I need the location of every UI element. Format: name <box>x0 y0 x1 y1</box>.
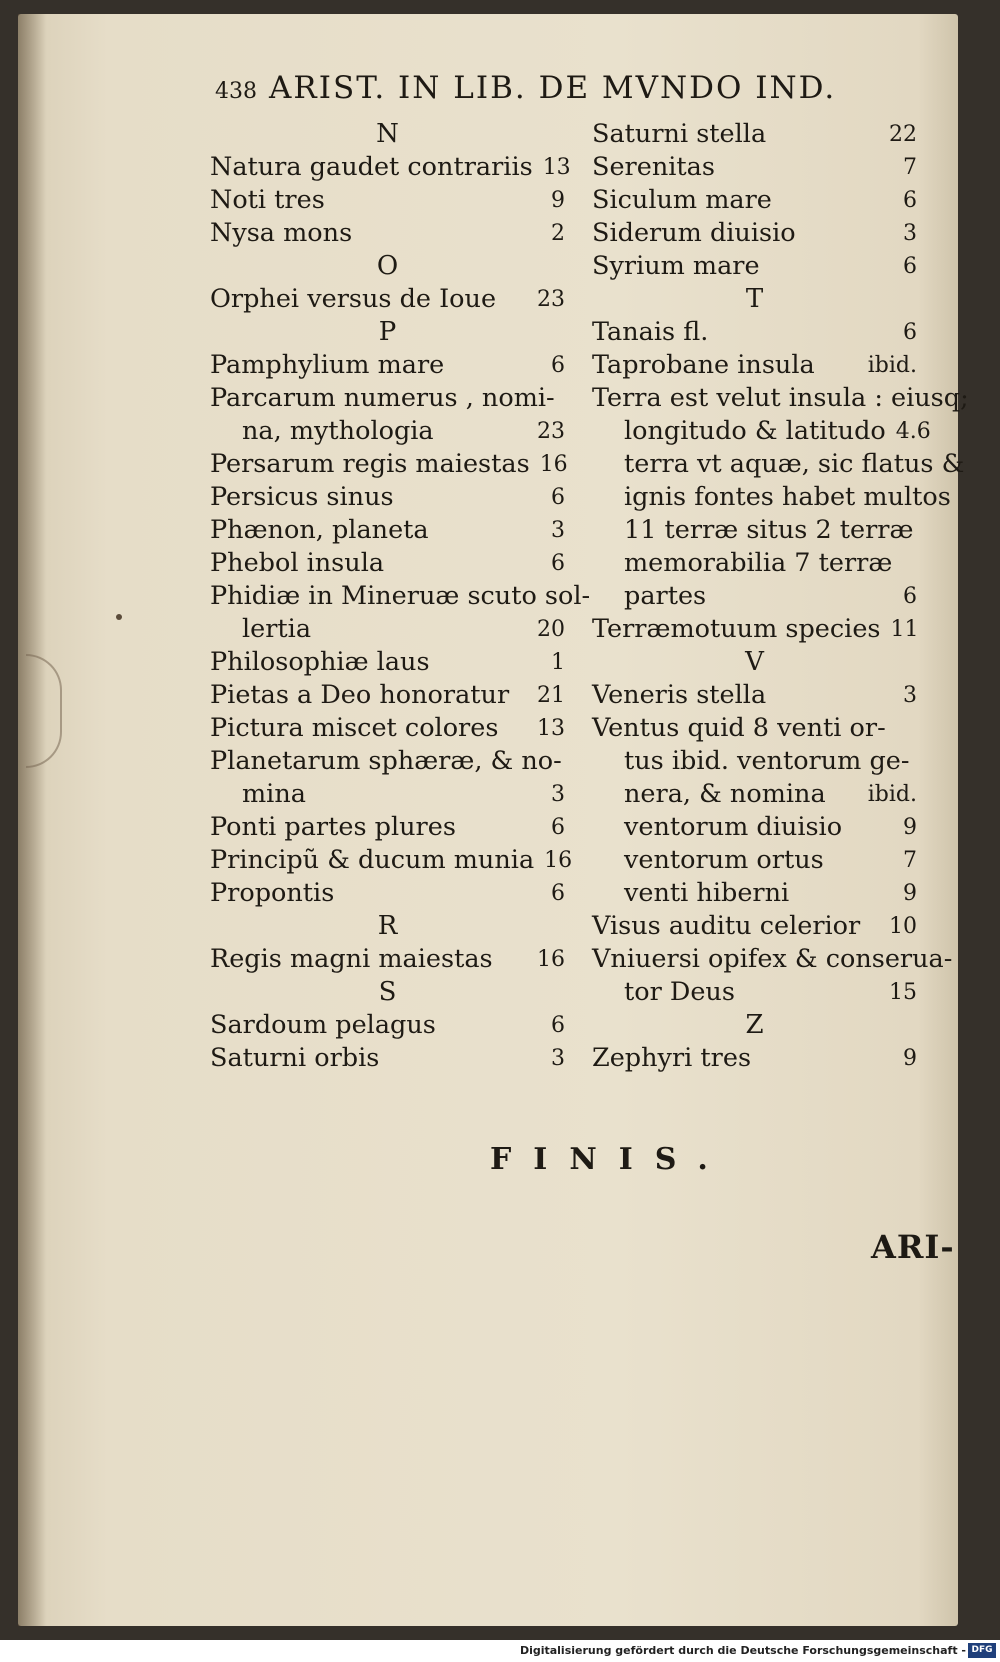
entry-page-ref: 22 <box>889 122 917 147</box>
entry-text: Nysa mons <box>210 218 353 248</box>
entry-text: Sardoum pelagus <box>210 1010 436 1040</box>
index-entry <box>592 118 917 151</box>
entry-page-ref: 3 <box>551 1046 565 1071</box>
index-entry <box>592 679 917 712</box>
entry-page-ref: 23 <box>537 287 565 312</box>
index-entry <box>210 1042 565 1075</box>
index-entry <box>592 778 917 811</box>
entry-page-ref: 13 <box>542 155 571 180</box>
entry-page-ref: 7 <box>903 848 917 873</box>
entry-page-ref: 6 <box>551 485 565 510</box>
entry-text: terra vt aquæ, sic flatus & <box>624 449 965 479</box>
entry-page-ref: 6 <box>903 254 917 279</box>
entry-page-ref: 3 <box>903 221 917 246</box>
index-entry <box>210 283 565 316</box>
index-entry <box>210 349 565 382</box>
index-entry <box>592 481 951 514</box>
index-entry <box>210 184 565 217</box>
entry-text: Siculum mare <box>592 185 772 215</box>
index-entry <box>210 613 565 646</box>
entry-text: Parcarum numerus , nomi- <box>210 383 555 413</box>
index-column-right <box>592 118 969 1075</box>
entry-text: Noti tres <box>210 185 325 215</box>
entry-page-ref: 21 <box>537 683 565 708</box>
entry-page-ref: 2 <box>551 221 565 246</box>
entry-text: S <box>378 977 397 1007</box>
index-entry <box>592 811 917 844</box>
index-entry <box>210 712 565 745</box>
entry-page-ref: 3 <box>551 518 565 543</box>
entry-text: Vniuersi opifex & conserua- <box>592 944 953 974</box>
entry-page-ref: 9 <box>551 188 565 213</box>
entry-text: partes <box>624 581 707 611</box>
index-entry <box>592 712 917 745</box>
entry-text: 11 terræ situs 2 terræ <box>624 515 914 545</box>
entry-text: Planetarum sphæræ, & no- <box>210 746 562 776</box>
entry-page-ref: 23 <box>537 419 565 444</box>
index-letter-heading <box>592 283 917 316</box>
index-entry <box>592 448 965 481</box>
entry-text: Tanais fl. <box>592 317 709 347</box>
entry-text: ventorum diuisio <box>624 812 843 842</box>
entry-text: Saturni orbis <box>210 1043 380 1073</box>
entry-page-ref: 9 <box>903 881 917 906</box>
entry-text: venti hiberni <box>624 878 790 908</box>
entry-text: O <box>376 251 399 281</box>
entry-text: ventorum ortus <box>624 845 824 875</box>
entry-text: Regis magni maiestas <box>210 944 493 974</box>
index-entry <box>592 976 917 1009</box>
digitization-footer <box>0 1640 1000 1662</box>
entry-text: R <box>377 911 398 941</box>
entry-page-ref: 6 <box>551 1013 565 1038</box>
entry-page-ref: 11 <box>890 617 919 642</box>
running-title: ARIST. IN LIB. DE MVNDO IND. <box>269 70 837 106</box>
finis-mark: FINIS. <box>490 1142 730 1177</box>
gutter-shadow <box>18 14 46 1626</box>
index-entry <box>592 580 917 613</box>
entry-text: Siderum diuisio <box>592 218 796 248</box>
entry-text: Pietas a Deo honoratur <box>210 680 510 710</box>
entry-text: tus ibid. ventorum ge- <box>624 746 910 776</box>
entry-page-ref: 3 <box>551 782 565 807</box>
entry-page-ref: 9 <box>903 815 917 840</box>
entry-text: Phænon, planeta <box>210 515 429 545</box>
index-entry <box>592 217 917 250</box>
entry-page-ref: 6 <box>551 815 565 840</box>
index-entry <box>592 745 917 778</box>
index-entry <box>592 514 917 547</box>
index-entry <box>210 514 565 547</box>
entry-text: Terra est velut insula : eiusq; <box>592 383 969 413</box>
index-entry <box>592 877 917 910</box>
entry-page-ref: 9 <box>903 1046 917 1071</box>
dfg-logo: DFG <box>968 1643 996 1658</box>
index-entry <box>210 151 571 184</box>
index-entry <box>592 184 917 217</box>
index-letter-heading <box>592 646 917 679</box>
entry-page-ref: 13 <box>537 716 565 741</box>
entry-page-ref: 4.6 <box>895 419 931 444</box>
page-number: 438 <box>215 79 257 104</box>
index-entry <box>592 349 917 382</box>
entry-page-ref: ibid. <box>867 782 917 807</box>
entry-text: Persarum regis maiestas <box>210 449 530 479</box>
index-entry <box>592 382 969 415</box>
index-letter-heading <box>592 1009 917 1042</box>
entry-page-ref: 10 <box>889 914 917 939</box>
entry-text: N <box>376 119 399 149</box>
index-entry <box>210 778 565 811</box>
entry-page-ref: 6 <box>551 881 565 906</box>
entry-page-ref: 6 <box>903 188 917 213</box>
catchword: ARI- <box>871 1228 955 1266</box>
footer-credit: Digitalisierung gefördert durch die Deutsche Forschungsgemeinschaft - <box>519 1644 966 1657</box>
index-column-left <box>210 118 591 1075</box>
entry-text: Propontis <box>210 878 335 908</box>
index-entry <box>210 481 565 514</box>
entry-text: Serenitas <box>592 152 715 182</box>
entry-text: nera, & nomina <box>624 779 826 809</box>
index-entry <box>592 910 917 943</box>
index-entry <box>210 415 565 448</box>
index-letter-heading <box>210 250 565 283</box>
entry-text: Terræmotuum species <box>592 614 881 644</box>
index-entry <box>210 217 565 250</box>
entry-text: Orphei versus de Ioue <box>210 284 497 314</box>
entry-text: Veneris stella <box>592 680 767 710</box>
entry-text: Ponti partes plures <box>210 812 456 842</box>
entry-text: memorabilia 7 terræ <box>624 548 893 578</box>
entry-page-ref: 3 <box>903 683 917 708</box>
entry-text: Taprobane insula <box>592 350 815 380</box>
index-letter-heading <box>210 910 565 943</box>
entry-page-ref: 7 <box>903 155 917 180</box>
index-entry <box>210 811 565 844</box>
index-entry <box>210 382 565 415</box>
entry-page-ref: 6 <box>551 551 565 576</box>
index-entry <box>210 580 591 613</box>
entry-text: Visus auditu celerior <box>592 911 861 941</box>
entry-text: na, mythologia <box>242 416 434 446</box>
entry-text: Z <box>745 1010 764 1040</box>
entry-page-ref: 15 <box>889 980 917 1005</box>
page-fold-mark <box>26 654 62 768</box>
entry-text: Philosophiæ laus <box>210 647 430 677</box>
entry-text: ignis fontes habet multos <box>624 482 951 512</box>
index-entry <box>592 250 917 283</box>
entry-text: Saturni stella <box>592 119 767 149</box>
entry-text: mina <box>242 779 306 809</box>
entry-text: Phidiæ in Mineruæ scuto sol- <box>210 581 591 611</box>
entry-text: Persicus sinus <box>210 482 394 512</box>
index-entry <box>592 415 931 448</box>
index-entry <box>592 547 917 580</box>
ink-speck <box>116 614 122 620</box>
entry-text: Principũ & ducum munia <box>210 845 535 875</box>
index-letter-heading <box>210 118 565 151</box>
entry-text: Ventus quid 8 venti or- <box>592 713 886 743</box>
index-entry <box>210 679 565 712</box>
entry-text: Pictura miscet colores <box>210 713 499 743</box>
entry-page-ref: 16 <box>539 452 568 477</box>
index-entry <box>210 877 565 910</box>
entry-page-ref: 6 <box>903 320 917 345</box>
entry-text: Syrium mare <box>592 251 760 281</box>
index-letter-heading <box>210 316 565 349</box>
index-entry <box>592 613 917 646</box>
entry-text: Natura gaudet contrariis <box>210 152 533 182</box>
entry-page-ref: 6 <box>903 584 917 609</box>
entry-text: Pamphylium mare <box>210 350 445 380</box>
entry-text: longitudo & latitudo <box>624 416 886 446</box>
entry-page-ref: 20 <box>537 617 565 642</box>
index-entry <box>210 943 565 976</box>
entry-page-ref: 1 <box>551 650 565 675</box>
index-entry <box>592 151 917 184</box>
entry-text: T <box>745 284 764 314</box>
entry-page-ref: ibid. <box>867 353 917 378</box>
entry-text: Zephyri tres <box>592 1043 752 1073</box>
index-entry <box>592 844 917 877</box>
index-entry <box>210 745 565 778</box>
entry-text: Phebol insula <box>210 548 385 578</box>
entry-page-ref: 16 <box>544 848 573 873</box>
index-entry <box>210 547 565 580</box>
index-entry <box>210 448 568 481</box>
entry-text: tor Deus <box>624 977 735 1007</box>
index-entry <box>210 646 565 679</box>
entry-text: lertia <box>242 614 312 644</box>
index-entry <box>592 1042 917 1075</box>
entry-page-ref: 16 <box>537 947 565 972</box>
running-head <box>215 70 895 106</box>
entry-page-ref: 6 <box>551 353 565 378</box>
index-entry <box>592 316 917 349</box>
entry-text: V <box>745 647 764 677</box>
index-letter-heading <box>210 976 565 1009</box>
index-entry <box>210 1009 565 1042</box>
index-entry <box>210 844 573 877</box>
index-entry <box>592 943 953 976</box>
entry-text: P <box>378 317 397 347</box>
